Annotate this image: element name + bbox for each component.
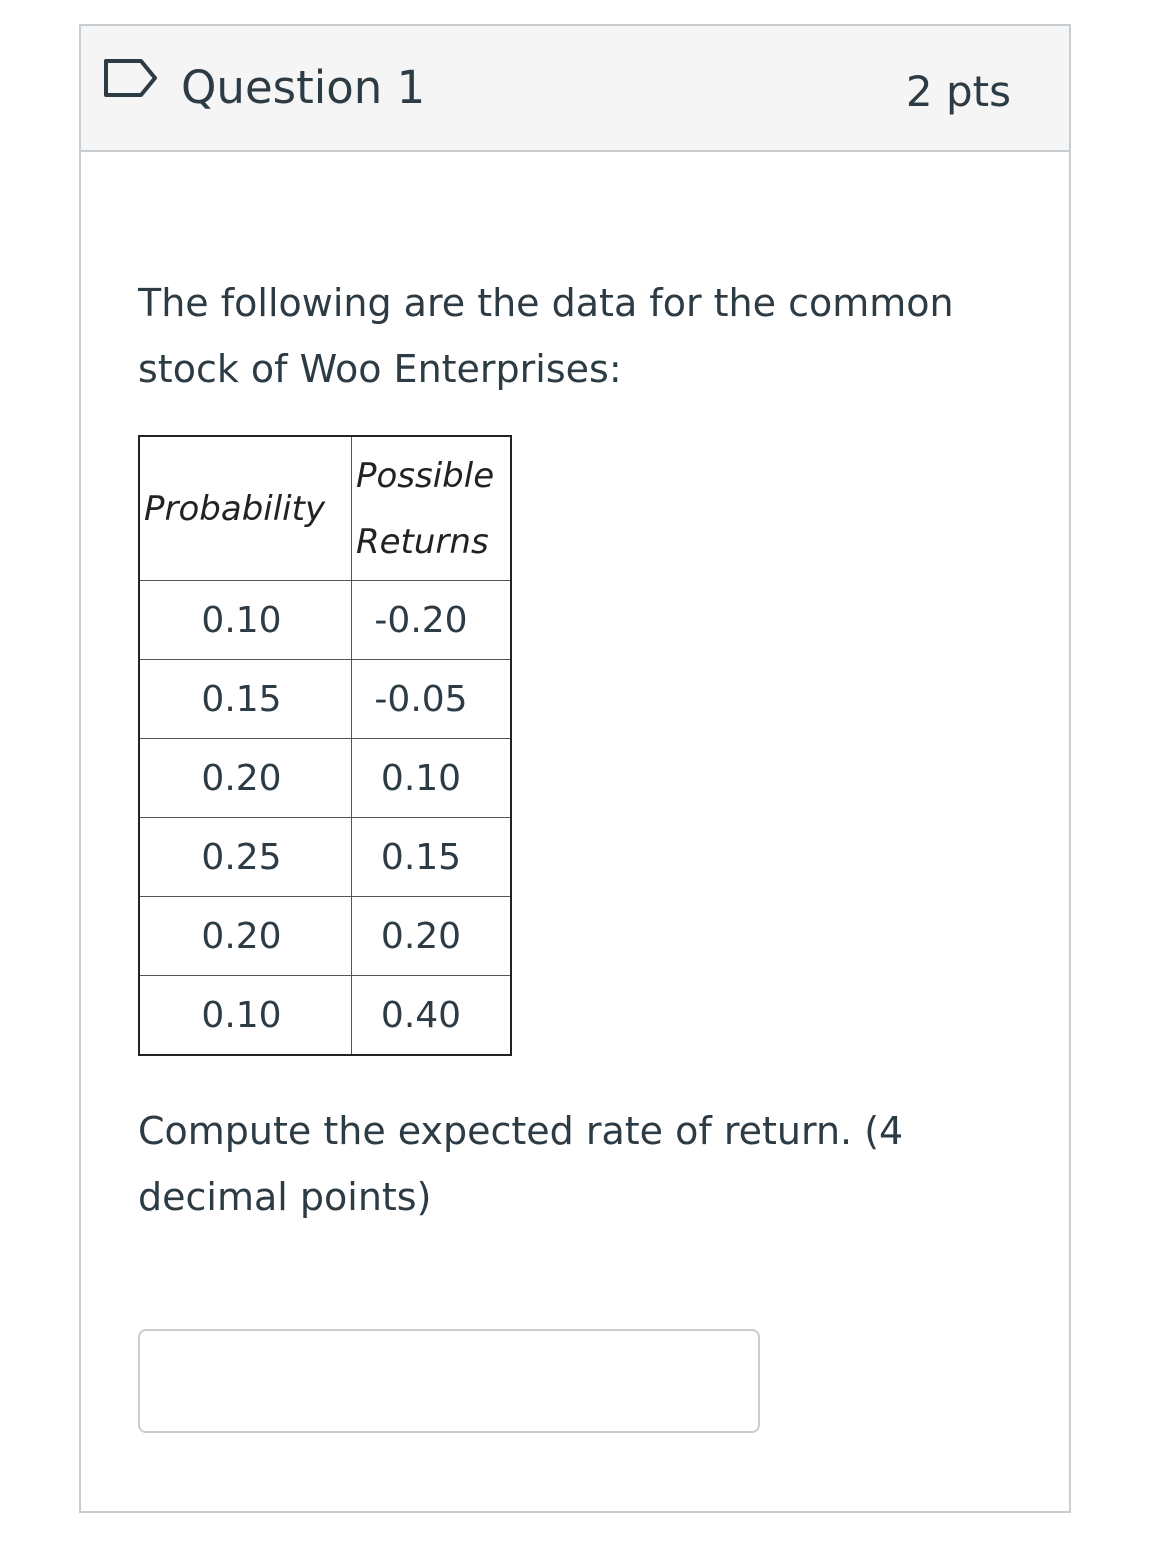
header-returns-line2: Returns bbox=[356, 521, 489, 562]
table-header-row bbox=[139, 436, 511, 581]
returns-table bbox=[138, 435, 512, 1056]
return-cell: 0.15 bbox=[352, 818, 512, 897]
question-header bbox=[81, 26, 1069, 152]
probability-cell: 0.10 bbox=[139, 976, 352, 1056]
probability-cell: 0.20 bbox=[139, 739, 352, 818]
bookmark-flag-icon[interactable] bbox=[103, 58, 161, 98]
return-cell: 0.20 bbox=[352, 897, 512, 976]
header-possible-returns bbox=[352, 436, 512, 581]
question-points: 2 pts bbox=[905, 67, 1011, 116]
probability-cell: 0.10 bbox=[139, 581, 352, 660]
table-row bbox=[139, 739, 511, 818]
probability-cell: 0.15 bbox=[139, 660, 352, 739]
header-probability: Probability bbox=[139, 436, 352, 581]
table-row bbox=[139, 581, 511, 660]
question-intro-text: The following are the data for the common stock of Woo Enterprises: bbox=[138, 281, 954, 391]
return-cell: 0.10 bbox=[352, 739, 512, 818]
table-row bbox=[139, 818, 511, 897]
question-prompt-text: Compute the expected rate of return. (4 decimal points) bbox=[138, 1109, 904, 1219]
table-row bbox=[139, 897, 511, 976]
probability-cell: 0.25 bbox=[139, 818, 352, 897]
question-card bbox=[79, 24, 1071, 1513]
question-title: Question 1 bbox=[181, 61, 426, 114]
table-row bbox=[139, 660, 511, 739]
table-row bbox=[139, 976, 511, 1056]
return-cell: 0.40 bbox=[352, 976, 512, 1056]
return-cell: -0.20 bbox=[352, 581, 512, 660]
header-returns-line1: Possible bbox=[356, 455, 495, 496]
return-cell: -0.05 bbox=[352, 660, 512, 739]
probability-cell: 0.20 bbox=[139, 897, 352, 976]
answer-input[interactable] bbox=[138, 1329, 760, 1433]
